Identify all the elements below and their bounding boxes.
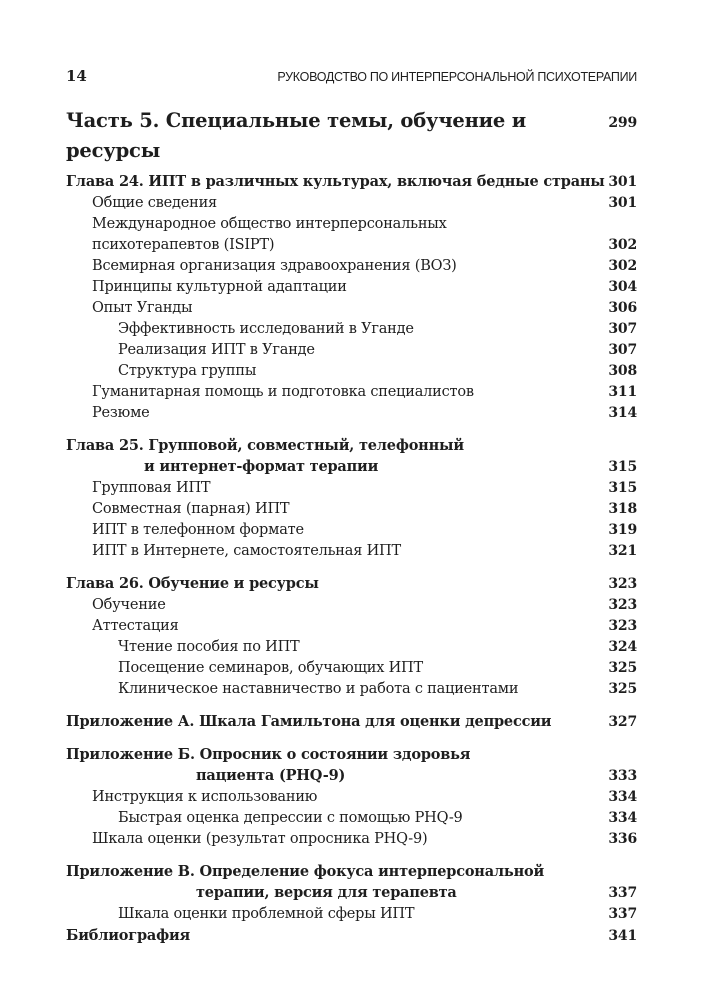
toc-entry-title: Аттестация [92, 618, 179, 634]
toc-appendix-b-cont [66, 765, 637, 787]
toc-entry-page: 327 [608, 714, 637, 730]
toc-entry-page: 334 [608, 810, 637, 826]
toc-entry-title: Групповая ИПТ [92, 480, 211, 496]
toc-entry-page: 333 [608, 768, 637, 784]
toc-appendix-v-cont [66, 882, 637, 904]
toc-entry [66, 658, 637, 679]
page-number: 14 [66, 67, 87, 85]
toc-entry-page: 321 [608, 543, 637, 559]
toc-entry-page: 311 [608, 384, 637, 400]
toc-entry-page: 323 [608, 576, 637, 592]
toc-entry-page: 315 [608, 480, 637, 496]
toc-entry-page: 334 [608, 789, 637, 805]
toc-entry-page: 324 [608, 639, 637, 655]
toc-entry [66, 340, 637, 361]
toc-entry-title: Часть 5. Специальные темы, обучение и ресурсы [66, 109, 526, 162]
toc-entry-page: 315 [608, 459, 637, 475]
toc-entry [66, 403, 637, 424]
toc-appendix-b [66, 744, 637, 765]
toc-entry-title: пациента (PHQ-9) [196, 767, 346, 784]
toc-entry-title: Клиническое наставничество и работа с пациентами [118, 681, 519, 697]
toc-entry-title: Шкала оценки (результат опросника PHQ-9) [92, 831, 428, 847]
toc-entry-page: 307 [608, 342, 637, 358]
toc-entry [66, 319, 637, 340]
toc-entry [66, 235, 637, 256]
toc-entry-title: психотерапевтов (ISIPT) [92, 237, 275, 253]
toc-entry-title: Реализация ИПТ в Уганде [118, 342, 315, 358]
toc-entry-title: Глава 25. Групповой, совместный, телефонный [66, 437, 464, 454]
toc-chapter-26 [66, 573, 637, 595]
toc-entry-title: Приложение Б. Опросник о состоянии здоровья [66, 746, 471, 763]
toc-entry-page: 307 [608, 321, 637, 337]
toc-entry-title: Быстрая оценка депрессии с помощью PHQ-9 [118, 810, 463, 826]
toc-bibliography [66, 925, 637, 947]
toc-entry [66, 361, 637, 382]
toc-entry-title: Гуманитарная помощь и подготовка специалистов [92, 384, 474, 400]
toc-chapter-25-cont [66, 456, 637, 478]
toc-entry [66, 298, 637, 319]
toc-entry [66, 808, 637, 829]
toc-entry-title: и интернет-формат терапии [144, 458, 379, 475]
toc-entry-title: Посещение семинаров, обучающих ИПТ [118, 660, 423, 676]
toc-entry [66, 214, 637, 235]
toc-entry-page: 341 [608, 928, 637, 944]
toc-entry-page: 318 [608, 501, 637, 517]
toc-entry-title: Приложение А. Шкала Гамильтона для оценки депрессии [66, 713, 552, 730]
toc-entry-page: 323 [608, 597, 637, 613]
table-of-contents [66, 106, 637, 947]
toc-entry-title: Принципы культурной адаптации [92, 279, 347, 295]
toc-entry [66, 541, 637, 562]
toc-entry-title: Резюме [92, 405, 150, 421]
toc-entry-page: 301 [608, 174, 637, 190]
toc-entry-title: Приложение В. Определение фокуса интерперсональной [66, 863, 545, 880]
toc-entry [66, 277, 637, 298]
running-head: РУКОВОДСТВО ПО ИНТЕРПЕРСОНАЛЬНОЙ ПСИХОТЕРАПИИ [277, 70, 637, 84]
toc-entry [66, 193, 637, 214]
toc-entry-title: терапии, версия для терапевта [196, 884, 457, 901]
toc-entry-title: Опыт Уганды [92, 300, 193, 316]
toc-entry-page: 302 [608, 258, 637, 274]
toc-entry-title: Структура группы [118, 363, 257, 379]
toc-entry-page: 323 [608, 618, 637, 634]
toc-entry [66, 478, 637, 499]
toc-entry [66, 904, 637, 925]
toc-entry-title: Международное общество интерперсональных [92, 216, 447, 232]
toc-entry-page: 299 [608, 115, 637, 131]
toc-entry-title: ИПТ в Интернете, самостоятельная ИПТ [92, 543, 401, 559]
toc-entry-page: 304 [608, 279, 637, 295]
toc-entry [66, 520, 637, 541]
toc-entry-title: Эффективность исследований в Уганде [118, 321, 414, 337]
toc-entry-title: Глава 26. Обучение и ресурсы [66, 575, 319, 592]
toc-entry-page: 302 [608, 237, 637, 253]
toc-entry-title: Общие сведения [92, 195, 218, 211]
toc-entry-title: Обучение [92, 597, 166, 613]
toc-chapter-24 [66, 171, 637, 193]
toc-entry-page: 308 [608, 363, 637, 379]
toc-entry [66, 382, 637, 403]
toc-appendix-a [66, 711, 637, 733]
toc-entry [66, 679, 637, 700]
toc-entry [66, 595, 637, 616]
toc-entry [66, 829, 637, 850]
toc-entry-title: Шкала оценки проблемной сферы ИПТ [118, 906, 415, 922]
toc-entry [66, 616, 637, 637]
toc-entry-page: 336 [608, 831, 637, 847]
toc-part-5 [66, 106, 637, 166]
toc-entry-title: Всемирная организация здравоохранения (ВОЗ) [92, 258, 457, 274]
toc-entry-title: Инструкция к использованию [92, 789, 318, 805]
toc-entry [66, 637, 637, 658]
toc-entry-page: 337 [608, 906, 637, 922]
toc-entry-page: 325 [608, 681, 637, 697]
toc-entry-title: Совместная (парная) ИПТ [92, 501, 290, 517]
toc-entry-page: 325 [608, 660, 637, 676]
toc-entry-page: 306 [608, 300, 637, 316]
toc-entry-title: Чтение пособия по ИПТ [118, 639, 300, 655]
toc-entry-page: 314 [608, 405, 637, 421]
toc-entry-page: 301 [608, 195, 637, 211]
toc-appendix-v [66, 861, 637, 882]
toc-entry-title: Глава 24. ИПТ в различных культурах, включая бедные страны [66, 173, 605, 190]
toc-chapter-25 [66, 435, 637, 456]
toc-entry [66, 499, 637, 520]
toc-entry-title: ИПТ в телефонном формате [92, 522, 304, 538]
toc-entry-page: 337 [608, 885, 637, 901]
toc-entry-page: 319 [608, 522, 637, 538]
toc-entry [66, 787, 637, 808]
toc-entry [66, 256, 637, 277]
toc-entry-title: Библиография [66, 927, 191, 944]
